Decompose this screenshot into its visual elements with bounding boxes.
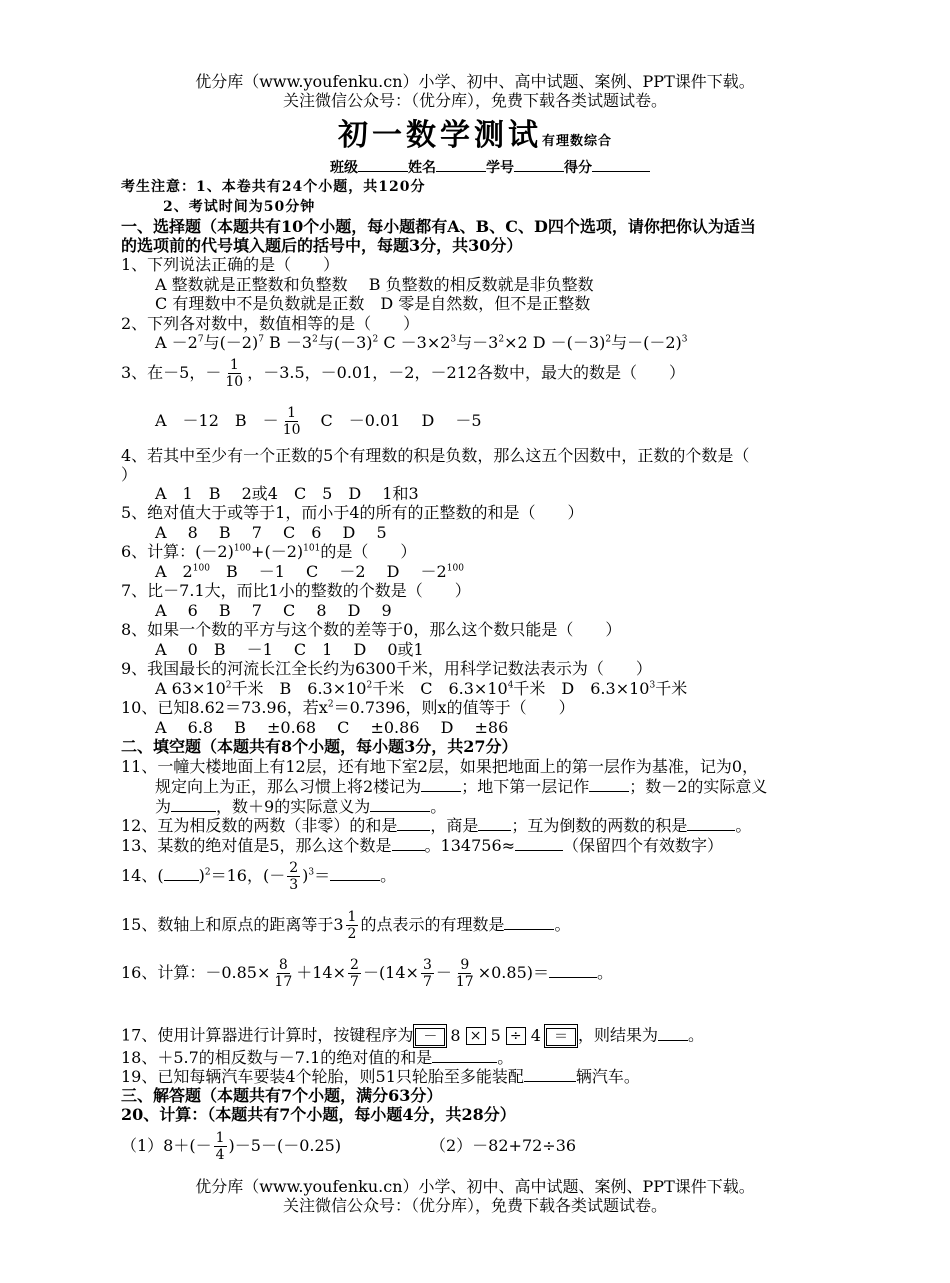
q11-line2a: 规定向上为正，那么习惯上将2楼记为 xyxy=(155,777,422,796)
q2-c-text3: ×2 xyxy=(504,333,528,352)
key-4: 4 xyxy=(530,1025,541,1045)
q16-n1: 8 xyxy=(278,957,288,973)
q12-c: ；互为倒数的两数的积是 xyxy=(511,816,688,835)
section2-heading: 二、填空题（本题共有8个小题，每小题3分，共27分） xyxy=(121,737,518,756)
q13 xyxy=(121,835,723,856)
q9-stem: 9、我国最长的河流长江全长约为6300千米，用科学记数法表示为（ ） xyxy=(121,659,652,678)
q14-e: ＝ xyxy=(314,866,331,885)
q12-b: ，商是 xyxy=(430,816,479,835)
q11-line3a: 为 xyxy=(155,797,172,816)
footer-line-2: 关注微信公众号：（优分库），免费下载各类试题试卷。 xyxy=(282,1196,667,1215)
q20-part-1 xyxy=(121,1128,341,1164)
q20-heading: 20、计算：（本题共有7个小题，每小题4分，共28分） xyxy=(121,1105,516,1124)
key-8: 8 xyxy=(450,1025,461,1045)
q8-stem: 8、如果一个数的平方与这个数的差等于0，那么这个数只能是（ ） xyxy=(121,620,622,639)
q15-c: 。 xyxy=(554,915,571,934)
q10-pre: 10、已知8.62＝73.96，若x xyxy=(121,698,328,717)
q4-stem-2: ） xyxy=(121,465,138,484)
q3-stem xyxy=(121,355,685,391)
q16-d4: 17 xyxy=(455,974,474,990)
q16-n3: 3 xyxy=(422,957,432,973)
q3-opt-frac-num: 1 xyxy=(287,405,297,421)
notes-line-1 xyxy=(121,177,425,197)
key-minus[interactable] xyxy=(413,1024,447,1048)
q20-part-2: （2）－82+72÷36 xyxy=(430,1136,577,1155)
q9-b-unit: 千米 C 6.3×10 xyxy=(372,679,508,698)
q16-d: － xyxy=(435,963,452,982)
name-blank[interactable] xyxy=(436,156,486,172)
q2-a-exp2: 7 xyxy=(258,334,264,345)
q9-c-exp: 4 xyxy=(507,680,514,691)
q3-frac-den: 10 xyxy=(225,374,244,390)
id-blank[interactable] xyxy=(514,156,564,172)
q14-frac-den: 3 xyxy=(289,877,299,893)
q14-b: ) xyxy=(198,866,205,885)
q6-exp1: 100 xyxy=(233,543,252,554)
q11-line-2 xyxy=(155,776,767,797)
q13-a: 13、某数的绝对值是5，那么这个数是 xyxy=(121,836,392,855)
q9-c-unit: 千米 D 6.3×10 xyxy=(513,679,650,698)
q16-fraction-4 xyxy=(454,957,476,990)
q20-p1a: （1）8＋(－ xyxy=(121,1136,212,1155)
q11-line2c: ；数－2的实际意义 xyxy=(629,777,768,796)
key-divide[interactable]: ÷ xyxy=(506,1027,526,1045)
q1-stem: 1、下列说法正确的是（ ） xyxy=(121,255,340,274)
q2-b-text2: 与(－3) xyxy=(317,333,373,352)
q14-exp2: 3 xyxy=(308,867,315,878)
q20-frac-num: 1 xyxy=(215,1130,225,1146)
q10-post: ＝0.7396，则x的值等于（ ） xyxy=(333,698,575,717)
q2-a-exp1: 7 xyxy=(197,334,204,345)
q15-b: 的点表示的有理数是 xyxy=(360,915,505,934)
q14-blank-2[interactable] xyxy=(330,865,380,881)
q12-blank-1[interactable] xyxy=(397,815,430,831)
q14-exp1: 2 xyxy=(204,867,211,878)
q16-c: －(14× xyxy=(362,963,419,982)
q14-frac-num: 2 xyxy=(289,860,299,876)
q16-n4: 9 xyxy=(460,957,470,973)
q16-fraction-2 xyxy=(348,957,361,990)
q13-blank-2[interactable] xyxy=(515,835,563,851)
q12-blank-2[interactable] xyxy=(478,815,511,831)
key-times[interactable]: × xyxy=(466,1027,486,1045)
q14-d: ) xyxy=(302,866,309,885)
q18-b: 。 xyxy=(497,1048,514,1067)
q16-fraction-3 xyxy=(421,957,434,990)
q11-line-3 xyxy=(155,796,446,817)
key-equals-label: ＝ xyxy=(546,1028,576,1046)
q16-f: 。 xyxy=(597,963,614,982)
q15-fraction xyxy=(346,909,359,942)
q19-b: 辆汽车。 xyxy=(575,1067,640,1086)
score-label: 得分 xyxy=(564,160,592,176)
q2-d-exp1: 2 xyxy=(605,334,612,345)
q6-post: 的是（ ） xyxy=(320,542,417,561)
q9-a-exp: 2 xyxy=(225,680,232,691)
q16 xyxy=(121,955,613,991)
q14-f: 。 xyxy=(380,866,397,885)
q9-d-unit: 千米 xyxy=(655,679,688,698)
q14-blank-1[interactable] xyxy=(164,865,199,881)
q4-stem-1: 4、若其中至少有一个正数的5个有理数的积是负数，那么这五个因数中，正数的个数是（ xyxy=(121,446,750,465)
q13-b: 。134756≈ xyxy=(424,836,516,855)
q13-c: （保留四个有效数字） xyxy=(563,836,724,855)
q16-blank[interactable] xyxy=(549,962,597,978)
q16-d3: 7 xyxy=(422,974,432,990)
q13-blank-1[interactable] xyxy=(392,835,425,851)
q5-stem: 5、绝对值大于或等于1，而小于4的所有的正整数的和是（ ） xyxy=(121,503,584,522)
class-label: 班级 xyxy=(330,160,358,176)
q12-d: 。 xyxy=(735,816,752,835)
q4-options: A 1 B 2或4 C 5 D 1和3 xyxy=(155,484,419,503)
q16-n2: 2 xyxy=(350,957,359,973)
q14 xyxy=(121,858,396,894)
q19-blank[interactable] xyxy=(524,1066,576,1082)
section3-heading: 三、解答题（本题共有7个小题，满分63分） xyxy=(121,1086,443,1105)
q3-opts-post: C －0.01 D －5 xyxy=(304,411,482,430)
q2-d-text: D －(－3) xyxy=(527,333,606,352)
q3-opt-fraction xyxy=(281,405,303,438)
q2-stem: 2、下列各对数中，数值相等的是（ ） xyxy=(121,314,420,333)
q16-b: ＋14× xyxy=(296,963,347,982)
header-line-1: 优分库（www.youfenku.cn）小学、初中、高中试题、案例、PPT课件下载。 xyxy=(195,72,755,91)
q1-options-ab: A 整数就是正整数和负整数 B 负整数的相反数就是非负整数 xyxy=(155,275,594,294)
q15-frac-num: 1 xyxy=(347,909,357,925)
q6-exp2: 101 xyxy=(303,543,321,554)
q17 xyxy=(121,1024,704,1048)
page-title xyxy=(0,118,950,160)
q11-blank-1[interactable] xyxy=(421,776,461,792)
class-blank[interactable] xyxy=(358,156,408,172)
q2-b-exp2: 2 xyxy=(372,334,379,345)
q15-a: 15、数轴上和原点的距离等于3 xyxy=(121,915,344,934)
q6-pre: 6、计算：(－2) xyxy=(121,542,234,561)
q18-a: 18、＋5.7的相反数与－7.1的绝对值的和是 xyxy=(121,1048,433,1067)
q3-pre: 3、在－5，－ xyxy=(121,363,222,382)
q2-a-text2: 与(－2) xyxy=(203,333,259,352)
q16-d2: 7 xyxy=(350,974,359,990)
header-line-2: 关注微信公众号：（优分库），免费下载各类试题试卷。 xyxy=(282,91,667,110)
q11-blank-2[interactable] xyxy=(589,776,629,792)
q15-frac-den: 2 xyxy=(347,926,357,942)
q2-c-exp2: 2 xyxy=(498,334,505,345)
q10-options: A 6.8 B ±0.68 C ±0.86 D ±86 xyxy=(155,718,509,737)
q6-opt-rest: B －1 C －2 D －2 xyxy=(209,562,447,581)
q18 xyxy=(121,1047,513,1068)
q6-opt-d-exp: 100 xyxy=(446,563,464,574)
q17-c: 。 xyxy=(687,1025,704,1045)
score-blank[interactable] xyxy=(592,156,650,172)
q16-e: ×0.85)＝ xyxy=(477,963,549,982)
q3-post: ，－3.5，－0.01，－2，－212各数中，最大的数是（ ） xyxy=(247,363,685,382)
q6-options xyxy=(155,562,464,582)
section1-heading-2: 的选项前的代号填入题后的括号中，每题3分，共30分） xyxy=(121,236,523,255)
q11-line2b: ；地下第一层记作 xyxy=(461,777,590,796)
q3-fraction xyxy=(223,357,245,390)
key-minus-label: － xyxy=(415,1028,445,1046)
q19-a: 19、已知每辆汽车要装4个轮胎，则51只轮胎至多能装配 xyxy=(121,1067,524,1086)
title-sub: 有理数综合 xyxy=(541,134,612,149)
q1-options-cd: C 有理数中不是负数就是正数 D 零是自然数，但不是正整数 xyxy=(155,294,591,313)
q9-a-unit: 千米 B 6.3×10 xyxy=(231,679,367,698)
q6-opt-a-exp: 100 xyxy=(192,563,210,574)
q2-d-exp2: 3 xyxy=(681,334,688,345)
q2-b-text: B －3 xyxy=(263,333,313,352)
q15 xyxy=(121,907,571,943)
student-info-row xyxy=(330,156,650,178)
q11-line-1: 11、一幢大楼地面上有12层，还有地下室2层，如果把地面上的第一层作为基准，记为0， xyxy=(121,757,759,776)
q9-options xyxy=(155,679,687,699)
q6-mid: +(－2) xyxy=(251,542,304,561)
q9-d-exp: 3 xyxy=(649,680,656,691)
q17-a: 17、使用计算器进行计算时，按键程序为 xyxy=(121,1025,414,1045)
q3-opts-pre: A －12 B － xyxy=(155,411,279,430)
section1-heading-1: 一、选择题（本题共有10个小题，每小题都有A、B、C、D四个选项，请你把你认为适当 xyxy=(121,217,756,236)
q20-p1b: )－5－(－0.25) xyxy=(228,1136,342,1155)
q10-exp: 2 xyxy=(327,699,334,710)
q3-options xyxy=(155,403,482,439)
q16-d1: 17 xyxy=(274,974,293,990)
q2-c-text: C －3×2 xyxy=(378,333,451,352)
q14-a: 14、( xyxy=(121,866,164,885)
q6-opt-a: A 2 xyxy=(155,562,193,581)
q14-fraction xyxy=(287,860,300,893)
q17-blank[interactable] xyxy=(658,1025,688,1041)
q12 xyxy=(121,815,751,836)
q2-a-text: A －2 xyxy=(155,333,198,352)
q9-a: A 63×10 xyxy=(155,679,226,698)
q6-stem xyxy=(121,542,416,562)
q11-line3b: ，数＋9的实际意义为 xyxy=(216,797,371,816)
q2-d-text2: 与－(－2) xyxy=(611,333,682,352)
notes-item-2: 2、考试时间为50分钟 xyxy=(163,199,316,215)
q17-b: ，则结果为 xyxy=(577,1025,658,1045)
key-equals[interactable] xyxy=(544,1024,578,1048)
q18-blank[interactable] xyxy=(432,1047,497,1063)
q15-blank[interactable] xyxy=(504,914,554,930)
q11-blank-3[interactable] xyxy=(171,796,216,812)
q16-a: 16、计算：－0.85× xyxy=(121,963,271,982)
q2-c-exp1: 3 xyxy=(450,334,457,345)
q20-fraction xyxy=(214,1130,227,1163)
key-5: 5 xyxy=(490,1025,501,1045)
q7-options: A 6 B 7 C 8 D 9 xyxy=(155,601,392,620)
q3-frac-num: 1 xyxy=(229,357,239,373)
q2-c-text2: 与－3 xyxy=(456,333,499,352)
q2-b-exp1: 2 xyxy=(312,334,318,345)
q9-b-exp: 2 xyxy=(366,680,373,691)
q2-options xyxy=(155,333,687,353)
q5-options: A 8 B 7 C 6 D 5 xyxy=(155,523,387,542)
q14-c: ＝16，(－ xyxy=(210,866,286,885)
q12-blank-3[interactable] xyxy=(687,815,735,831)
name-label: 姓名 xyxy=(408,160,436,176)
q19 xyxy=(121,1066,640,1087)
q11-blank-4[interactable] xyxy=(370,796,430,812)
q7-stem: 7、比－7.1大，而比1小的整数的个数是（ ） xyxy=(121,581,471,600)
q20-frac-den: 4 xyxy=(215,1147,225,1163)
q11-line3c: 。 xyxy=(430,797,447,816)
notes-item-1: 1、本卷共有24个小题，共120分 xyxy=(196,179,426,195)
q16-fraction-1 xyxy=(272,957,294,990)
q10-stem xyxy=(121,698,575,718)
footer-line-1: 优分库（www.youfenku.cn）小学、初中、高中试题、案例、PPT课件下载。 xyxy=(195,1177,755,1196)
q3-opt-frac-den: 10 xyxy=(282,422,301,438)
title-main: 初一数学测试 xyxy=(337,118,542,153)
notes-label: 考生注意： xyxy=(121,179,196,195)
id-label: 学号 xyxy=(486,160,514,176)
q8-options: A 0 B －1 C 1 D 0或1 xyxy=(155,640,424,659)
q12-a: 12、互为相反数的两数（非零）的和是 xyxy=(121,816,398,835)
